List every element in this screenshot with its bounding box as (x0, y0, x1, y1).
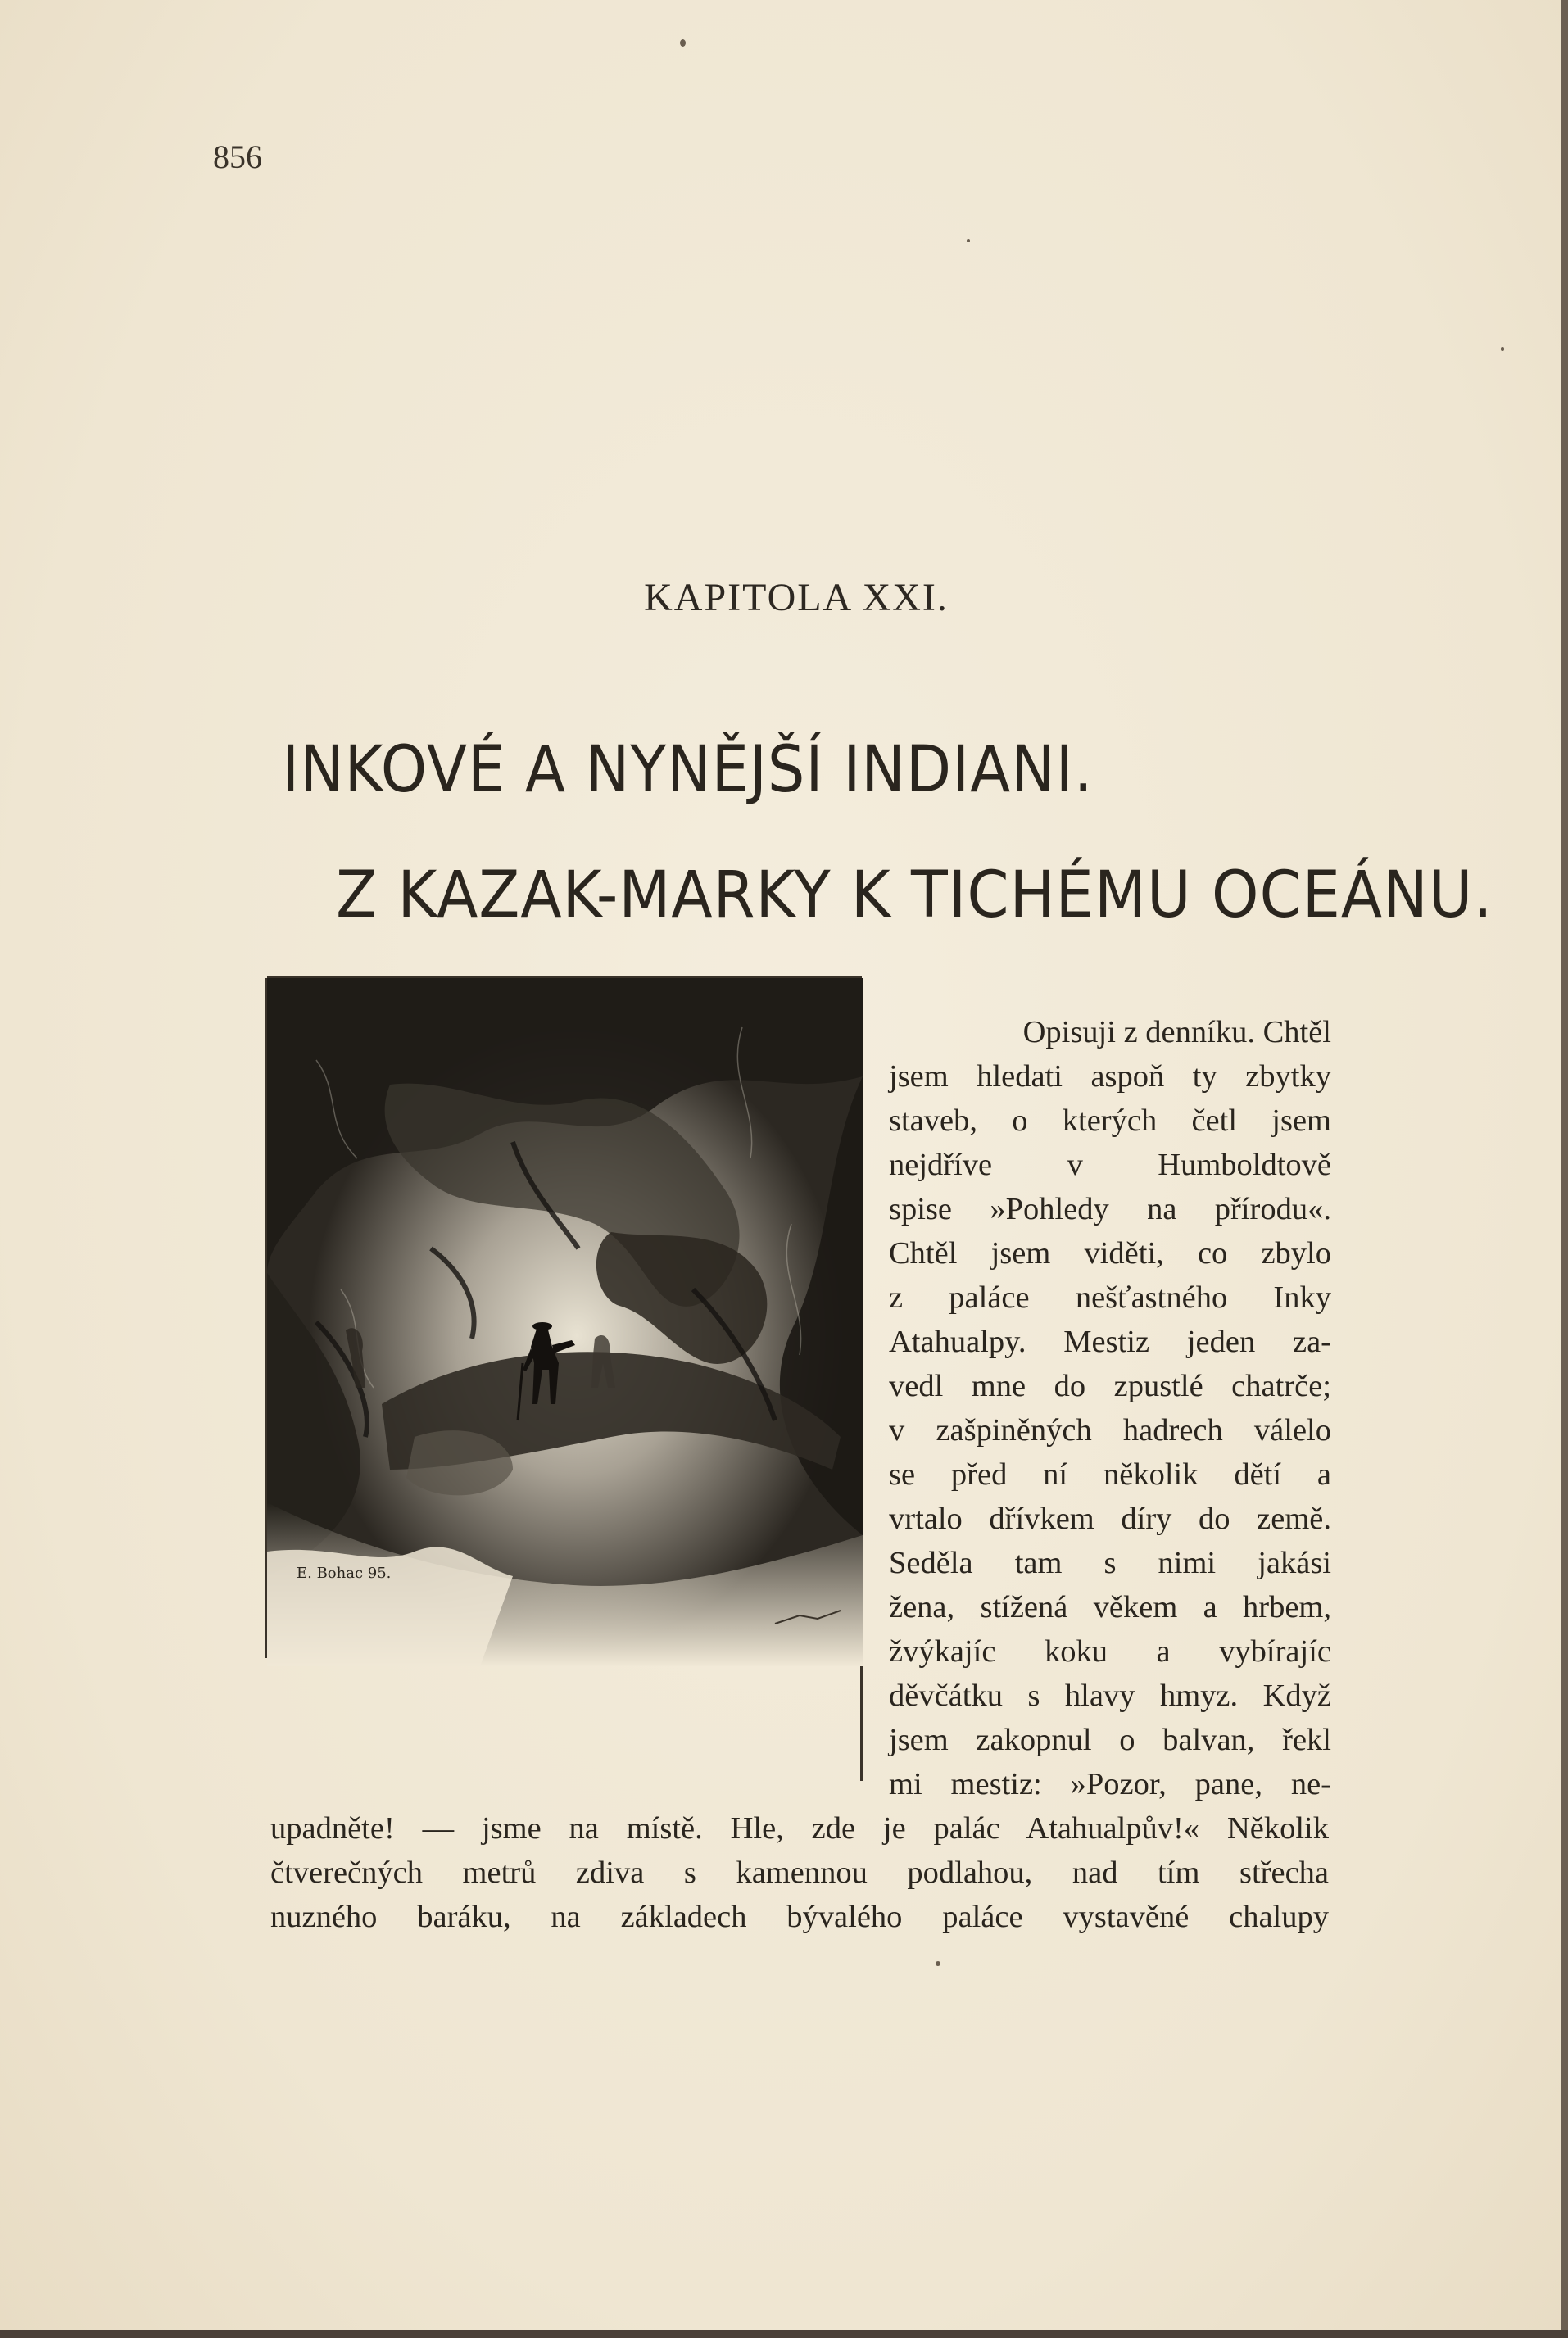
text-line: žvýkajíc koku a vybírajíc (889, 1634, 1331, 1669)
text-line: Atahualpy. Mestiz jeden za- (889, 1325, 1331, 1359)
illustration-jungle-scene (267, 978, 863, 1666)
text-line: jsem hledati aspoň ty zbytky (889, 1059, 1331, 1094)
text-line: vedl mne do zpustlé chatrče; (889, 1369, 1331, 1403)
chapter-title-line-1: INKOVÉ A NYNĚJŠÍ INDIANI. (282, 733, 1094, 807)
text-line: se před ní několik dětí a (889, 1457, 1331, 1492)
text-line: staveb, o kterých četl jsem (889, 1103, 1331, 1138)
paper-speck (936, 1961, 940, 1966)
chapter-label: KAPITOLA XXI. (644, 576, 949, 619)
page-number: 856 (213, 138, 262, 175)
text-line: Seděla tam s nimi jakási (889, 1546, 1331, 1580)
text-line: z paláce nešťastného Inky (889, 1280, 1331, 1315)
text-line: jsem zakopnul o balvan, řekl (889, 1723, 1331, 1757)
chapter-title-line-2: Z KAZAK-MARKY K TICHÉMU OCEÁNU. (336, 859, 1493, 932)
paper-speck (967, 239, 970, 242)
text-line: vrtalo dřívkem díry do země. (889, 1502, 1331, 1536)
text-line: Chtěl jsem viděti, co zbylo (889, 1236, 1331, 1271)
text-line: žena, stížená věkem a hrbem, (889, 1590, 1331, 1624)
text-line: spise »Pohledy na přírodu«. (889, 1192, 1331, 1226)
page-bottom-edge (0, 2330, 1568, 2338)
text-line: mi mestiz: »Pozor, pane, ne- (889, 1767, 1331, 1801)
text-line: nejdříve v Humboldtově (889, 1148, 1331, 1182)
text-line: Opisuji z denníku. Chtěl (1022, 1015, 1331, 1049)
text-line: děvčátku s hlavy hmyz. Když (889, 1679, 1331, 1713)
illustration-signature: E. Bohac 95. (297, 1565, 392, 1582)
text-line: upadněte! — jsme na místě. Hle, zde je palác Atahualpův!« Několik (270, 1811, 1329, 1846)
paper-speck (680, 39, 686, 47)
page-edge-shadow (1561, 0, 1568, 2338)
text-line: v zašpiněných hadrech válelo (889, 1413, 1331, 1448)
text-line: nuzného baráku, na základech bývalého paláce vystavěné chalupy (270, 1900, 1329, 1934)
paper-speck (1501, 347, 1504, 351)
text-line: čtverečných metrů zdiva s kamennou podlahou, nad tím střecha (270, 1855, 1329, 1890)
